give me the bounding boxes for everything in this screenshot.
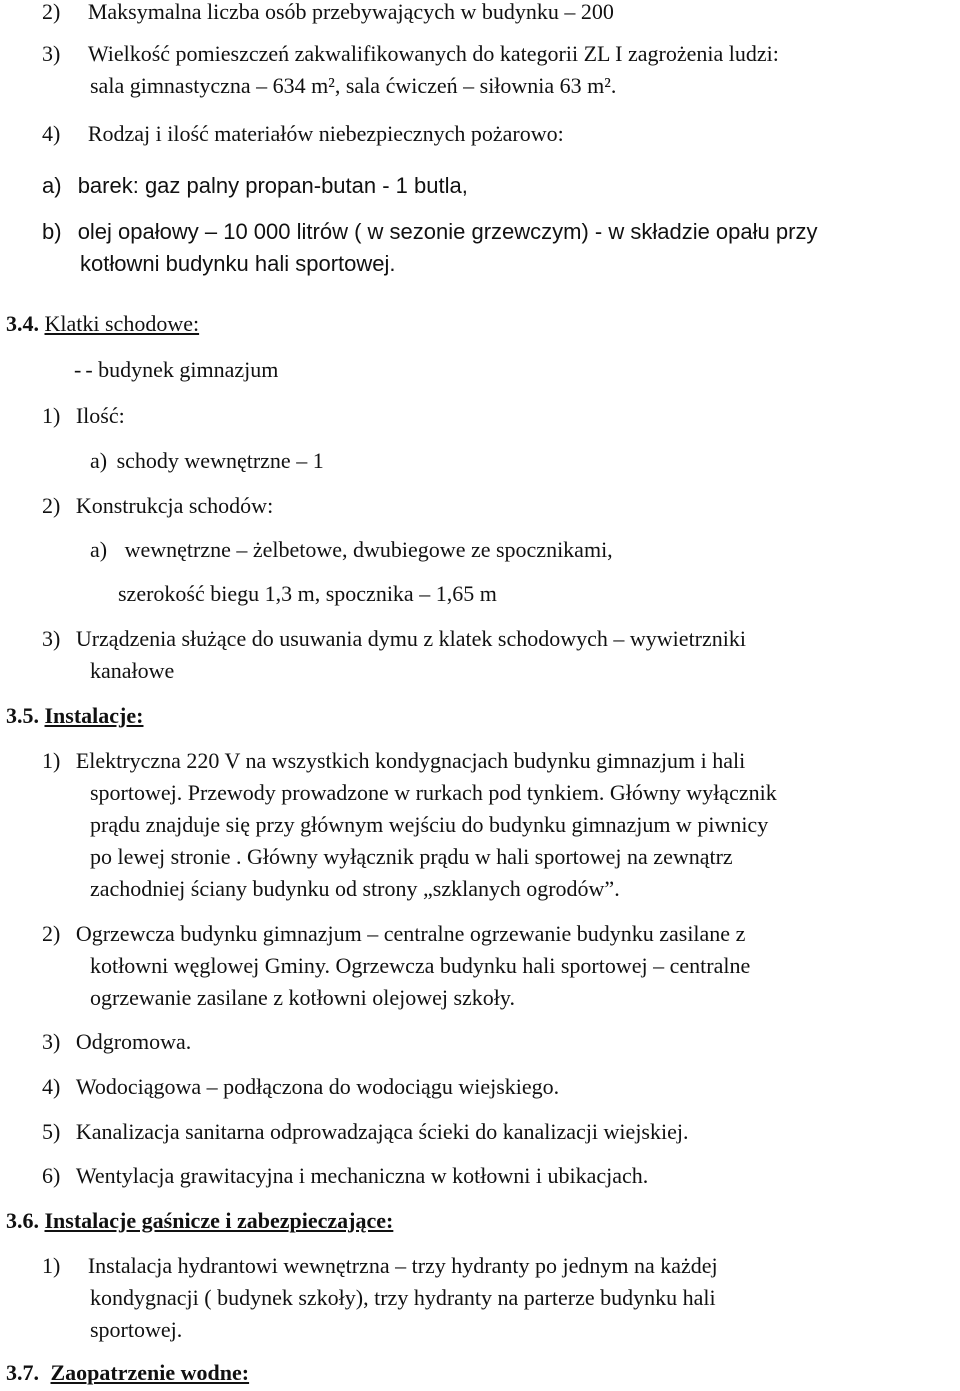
item-text: Odgromowa. <box>75 1029 192 1054</box>
item-number: 2) <box>42 921 61 946</box>
list-item <box>42 918 745 950</box>
section-number: 3.7. <box>6 1360 39 1385</box>
list-item <box>42 490 273 522</box>
item-letter: a) <box>90 448 108 473</box>
item-text: Maksymalna liczba osób przebywających w budynku – 200 <box>87 0 614 24</box>
list-item <box>42 0 614 28</box>
item-number: 4) <box>42 1074 61 1099</box>
section-subtitle: - - budynek gimnazjum <box>74 357 279 382</box>
list-item-continuation: zachodniej ściany budynku od strony „szklanych ogrodów”. <box>90 876 620 901</box>
list-item-continuation: prądu znajduje się przy głównym wejściu do budynku gimnazjum w piwnicy <box>90 812 769 837</box>
subtitle-text: - budynek gimnazjum <box>85 357 279 382</box>
list-item <box>42 623 746 655</box>
list-item-continuation: kanałowe <box>90 658 175 683</box>
section-title: Zaopatrzenie wodne: <box>50 1360 250 1385</box>
list-item-continuation: kotłowni budynku hali sportowej. <box>80 251 396 276</box>
section-heading <box>6 1205 393 1237</box>
item-text: Elektryczna 220 V na wszystkich kondygnacjach budynku gimnazjum i hali <box>75 748 746 773</box>
item-text: Konstrukcja schodów: <box>75 493 274 518</box>
item-letter: b) <box>42 219 62 244</box>
section-heading <box>6 700 143 732</box>
item-number: 3) <box>42 41 61 66</box>
section-title: Klatki schodowe: <box>44 311 200 336</box>
list-item <box>42 1160 648 1192</box>
item-number: 5) <box>42 1119 61 1144</box>
list-item-continuation: po lewej stronie . Główny wyłącznik prądu w hali sportowej na zewnątrz <box>90 844 733 869</box>
item-text: Instalacja hydrantowi wewnętrzna – trzy hydranty po jednym na każdej <box>87 1253 718 1278</box>
list-item <box>90 445 324 477</box>
item-text: Urządzenia służące do usuwania dymu z klatek schodowych – wywietrzniki <box>75 626 746 651</box>
item-letter: a) <box>90 537 108 562</box>
item-letter: a) <box>42 173 62 198</box>
section-number: 3.4. <box>6 311 39 336</box>
item-number: 1) <box>42 403 61 428</box>
section-heading <box>6 308 199 340</box>
item-text: Wielkość pomieszczeń zakwalifikowanych do kategorii ZL I zagrożenia ludzi: <box>87 41 779 66</box>
section-heading <box>6 1357 249 1389</box>
list-item <box>42 216 817 248</box>
section-title: Instalacje: <box>44 703 144 728</box>
item-text: Rodzaj i ilość materiałów niebezpiecznych pożarowo: <box>87 121 564 146</box>
list-item <box>42 1071 559 1103</box>
item-number: 1) <box>42 748 61 773</box>
item-number: 3) <box>42 626 61 651</box>
list-item <box>42 400 125 432</box>
list-item <box>90 534 613 566</box>
item-text: barek: gaz palny propan-butan - 1 butla, <box>77 173 468 198</box>
item-text: olej opałowy – 10 000 litrów ( w sezonie grzewczym) - w składzie opału przy <box>77 219 818 244</box>
item-number: 6) <box>42 1163 61 1188</box>
item-number: 3) <box>42 1029 61 1054</box>
item-number: 2) <box>42 493 61 518</box>
section-number: 3.6. <box>6 1208 39 1233</box>
list-item <box>42 118 564 150</box>
item-text: Ilość: <box>75 403 125 428</box>
list-item-continuation: szerokość biegu 1,3 m, spocznika – 1,65 m <box>118 581 497 606</box>
list-item-continuation: sportowej. Przewody prowadzone w rurkach pod tynkiem. Główny wyłącznik <box>90 780 777 805</box>
item-number: 2) <box>42 0 61 24</box>
item-text: Ogrzewcza budynku gimnazjum – centralne ogrzewanie budynku zasilane z <box>75 921 746 946</box>
list-item <box>42 745 745 777</box>
section-title: Instalacje gaśnicze i zabezpieczające: <box>44 1208 394 1233</box>
list-item-continuation: ogrzewanie zasilane z kotłowni olejowej szkoły. <box>90 985 515 1010</box>
item-text: wewnętrzne – żelbetowe, dwubiegowe ze spocznikami, <box>124 537 613 562</box>
list-item <box>42 170 468 202</box>
item-text: Kanalizacja sanitarna odprowadzająca ścieki do kanalizacji wiejskiej. <box>75 1119 689 1144</box>
item-number: 4) <box>42 121 61 146</box>
list-item <box>42 38 779 70</box>
item-text: Wentylacja grawitacyjna i mechaniczna w kotłowni i ubikacjach. <box>75 1163 649 1188</box>
item-number: 1) <box>42 1253 61 1278</box>
list-item <box>42 1116 688 1148</box>
list-item <box>42 1026 191 1058</box>
list-item-continuation: sportowej. <box>90 1317 183 1342</box>
list-item-continuation: kotłowni węglowej Gminy. Ogrzewcza budynku hali sportowej – centralne <box>90 953 751 978</box>
list-item-continuation: sala gimnastyczna – 634 m², sala ćwiczeń – siłownia 63 m². <box>90 73 617 98</box>
item-text: schody wewnętrzne – 1 <box>116 448 324 473</box>
list-item-continuation: kondygnacji ( budynek szkoły), trzy hydranty na parterze budynku hali <box>90 1285 716 1310</box>
section-number: 3.5. <box>6 703 39 728</box>
item-text: Wodociągowa – podłączona do wodociągu wiejskiego. <box>75 1074 560 1099</box>
list-item <box>42 1250 718 1282</box>
